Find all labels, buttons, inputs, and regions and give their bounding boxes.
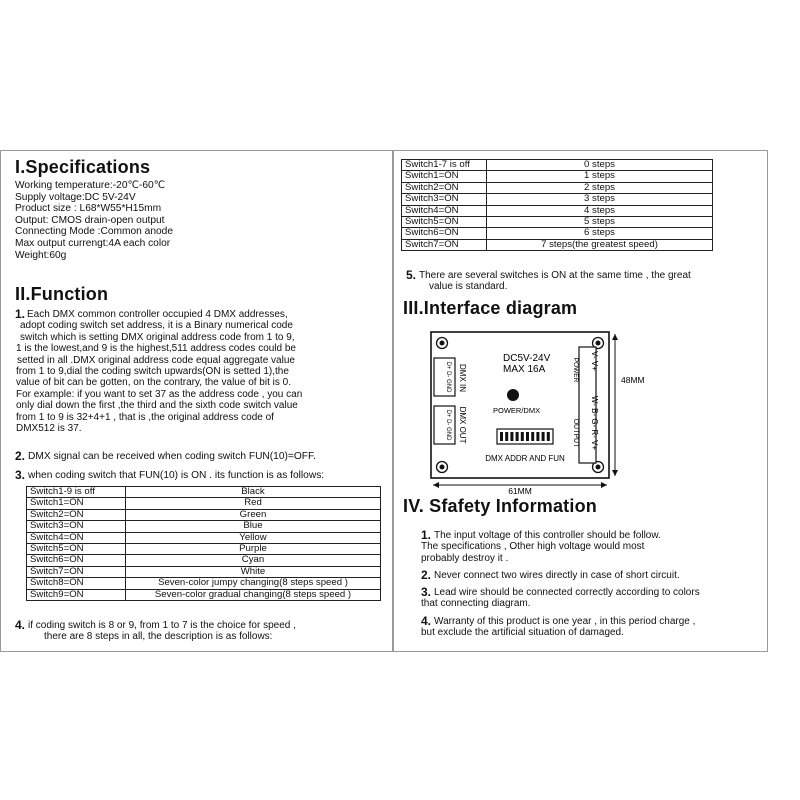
safety-item-3-text: Lead wire should be connected correctly according to colors that connecting diagram. <box>421 587 700 610</box>
height-dimension-label: 48MM <box>621 375 645 385</box>
speed-table-row <box>402 194 713 205</box>
spec-max-output-current: Max output currengt:4A each color <box>15 237 171 249</box>
switch-cell: Switch5=ON <box>402 217 487 228</box>
value-cell: Seven-color jumpy changing(8 steps speed ) <box>126 578 381 589</box>
color-function-table <box>26 486 381 601</box>
function-item-4-number: 4. <box>15 618 26 632</box>
switch-cell: Switch1=ON <box>27 498 126 509</box>
interface-diagram <box>424 323 674 495</box>
value-cell: Blue <box>126 521 381 532</box>
value-cell: 0 steps <box>487 160 713 171</box>
function-item-2-number: 2. <box>15 449 26 463</box>
left-column <box>0 150 393 652</box>
spec-product-size: Product size : L68*W55*H15mm <box>15 203 162 215</box>
spec-connecting-mode: Connecting Mode :Common anode <box>15 226 174 238</box>
safety-item-4-number: 4. <box>421 614 432 628</box>
safety-item-2-text: Never connect two wires directly in case of short circuit. <box>434 570 680 581</box>
function-item-3-number: 3. <box>15 468 26 482</box>
power-dmx-led-icon <box>507 389 519 401</box>
switch-cell: Switch6=ON <box>27 555 126 566</box>
color-table-row <box>27 521 381 532</box>
switch-cell: Switch3=ON <box>402 194 487 205</box>
safety-item-3-number: 3. <box>421 585 432 599</box>
value-cell: Green <box>126 509 381 520</box>
speed-table-row <box>402 228 713 239</box>
value-cell: 3 steps <box>487 194 713 205</box>
switch-cell: Switch1-7 is off <box>402 160 487 171</box>
max-current-label: MAX 16A <box>503 364 546 375</box>
dmx-out-label: DMX OUT <box>458 406 467 444</box>
speed-table-row <box>402 160 713 171</box>
switch-cell: Switch4=ON <box>27 532 126 543</box>
color-table-row <box>27 544 381 555</box>
dip-switch-icon <box>497 429 553 444</box>
spec-working-temperature: Working temperature:-20℃-60℃ <box>15 180 166 191</box>
right-column <box>393 150 768 652</box>
switch-cell: Switch5=ON <box>27 544 126 555</box>
specifications-list <box>15 180 173 261</box>
switch-cell: Switch1=ON <box>402 171 487 182</box>
value-cell: 5 steps <box>487 217 713 228</box>
speed-steps-table <box>401 159 713 251</box>
value-cell: Seven-color gradual changing(8 steps speed ) <box>126 589 381 600</box>
color-table-row <box>27 578 381 589</box>
function-item-2-text: DMX signal can be received when coding switch FUN(10)=OFF. <box>28 451 316 462</box>
power-pins: V- V+ <box>590 351 599 371</box>
function-item-4-text: if coding switch is 8 or 9, from 1 to 7 is the choice for speed , there are 8 steps in all, the description is as follows: <box>28 620 296 643</box>
switch-cell: Switch1-9 is off <box>27 487 126 498</box>
value-cell: Yellow <box>126 532 381 543</box>
color-table-row <box>27 566 381 577</box>
arrow-up-icon <box>612 334 618 340</box>
arrow-left-icon <box>433 482 439 488</box>
switch-cell: Switch7=ON <box>402 239 487 250</box>
function-item-1-number: 1. <box>15 307 26 321</box>
value-cell: 1 steps <box>487 171 713 182</box>
value-cell: 2 steps <box>487 182 713 193</box>
switch-cell: Switch3=ON <box>27 521 126 532</box>
value-cell: White <box>126 566 381 577</box>
safety-item-1-text: The input voltage of this controller should be follow. The specifications , Other high voltage would most probably destroy it . <box>421 530 661 564</box>
color-table-row <box>27 487 381 498</box>
safety-item-2-number: 2. <box>421 568 432 582</box>
value-cell: 6 steps <box>487 228 713 239</box>
safety-item-1-number: 1. <box>421 528 432 542</box>
switch-cell: Switch4=ON <box>402 205 487 216</box>
arrow-down-icon <box>612 470 618 476</box>
speed-table-row <box>402 171 713 182</box>
speed-table-row <box>402 217 713 228</box>
value-cell: Black <box>126 487 381 498</box>
switch-cell: Switch8=ON <box>27 578 126 589</box>
function-item-3-text: when coding switch that FUN(10) is ON . its function is as follows: <box>28 470 325 481</box>
power-dmx-label: POWER/DMX <box>493 406 541 415</box>
arrow-right-icon <box>601 482 607 488</box>
dmx-addr-label: DMX ADDR AND FUN <box>485 454 565 463</box>
spec-output: Output: CMOS drain-open output <box>15 214 165 226</box>
speed-table-row <box>402 205 713 216</box>
width-dimension-label: 61MM <box>508 486 532 495</box>
value-cell: Purple <box>126 544 381 555</box>
function-heading: II.Function <box>15 284 109 304</box>
color-table-row <box>27 555 381 566</box>
speed-table-row <box>402 182 713 193</box>
switch-cell: Switch7=ON <box>27 566 126 577</box>
value-cell: 7 steps(the greatest speed) <box>487 239 713 250</box>
safety-heading: IV. Sfafety Information <box>403 496 597 516</box>
note-5-text: There are several switches is ON at the same time , the great value is standard. <box>419 270 691 293</box>
speed-table-row <box>402 239 713 250</box>
voltage-label: DC5V-24V <box>503 353 551 364</box>
switch-cell: Switch2=ON <box>27 509 126 520</box>
dmx-out-pins: D+ D- GND <box>445 409 451 441</box>
color-table-row <box>27 509 381 520</box>
specifications-heading: I.Specifications <box>15 157 151 177</box>
spec-weight: Weight:60g <box>15 249 67 261</box>
function-item-1-text: Each DMX common controller occupied 4 DMX addresses, adopt coding switch set address, it is a Binary numerical code switch which is setting DMX original address code from 1 to 9, 1 is the lowest,and 9 is the highest,511 address codes could be setted in all .DMX original address code equal aggregate value from 1 to 9,dial the coding switch upwards(ON is setted 1),the value of bit can be gotten, on the contrary, the value of bit is 0. For example: if you want to set 37 as the address code , you can only dial down the first ,the third and the sixth code switch value from 1 to 9 is 32+4+1 , that is ,the original address code of DMX512 is 37. <box>16 309 303 435</box>
note-5-number: 5. <box>406 268 417 282</box>
power-label: POWER <box>572 357 579 383</box>
switch-cell: Switch9=ON <box>27 589 126 600</box>
safety-item-4-text: Warranty of this product is one year , in this period charge , but exclude the artificial situation of damaged. <box>421 616 696 639</box>
dmx-in-pins: D+ D- GND <box>445 361 451 393</box>
value-cell: Cyan <box>126 555 381 566</box>
value-cell: Red <box>126 498 381 509</box>
switch-cell: Switch6=ON <box>402 228 487 239</box>
output-pins: W- B- G- R- V+ <box>590 395 599 451</box>
color-table-row <box>27 498 381 509</box>
output-label: OUTPUT <box>572 418 579 448</box>
spec-supply-voltage: Supply voltage:DC 5V-24V <box>15 191 136 203</box>
value-cell: 4 steps <box>487 205 713 216</box>
color-table-row <box>27 532 381 543</box>
switch-cell: Switch2=ON <box>402 182 487 193</box>
color-table-row <box>27 589 381 600</box>
interface-diagram-heading: III.Interface diagram <box>403 298 578 318</box>
dmx-in-label: DMX IN <box>458 364 467 392</box>
